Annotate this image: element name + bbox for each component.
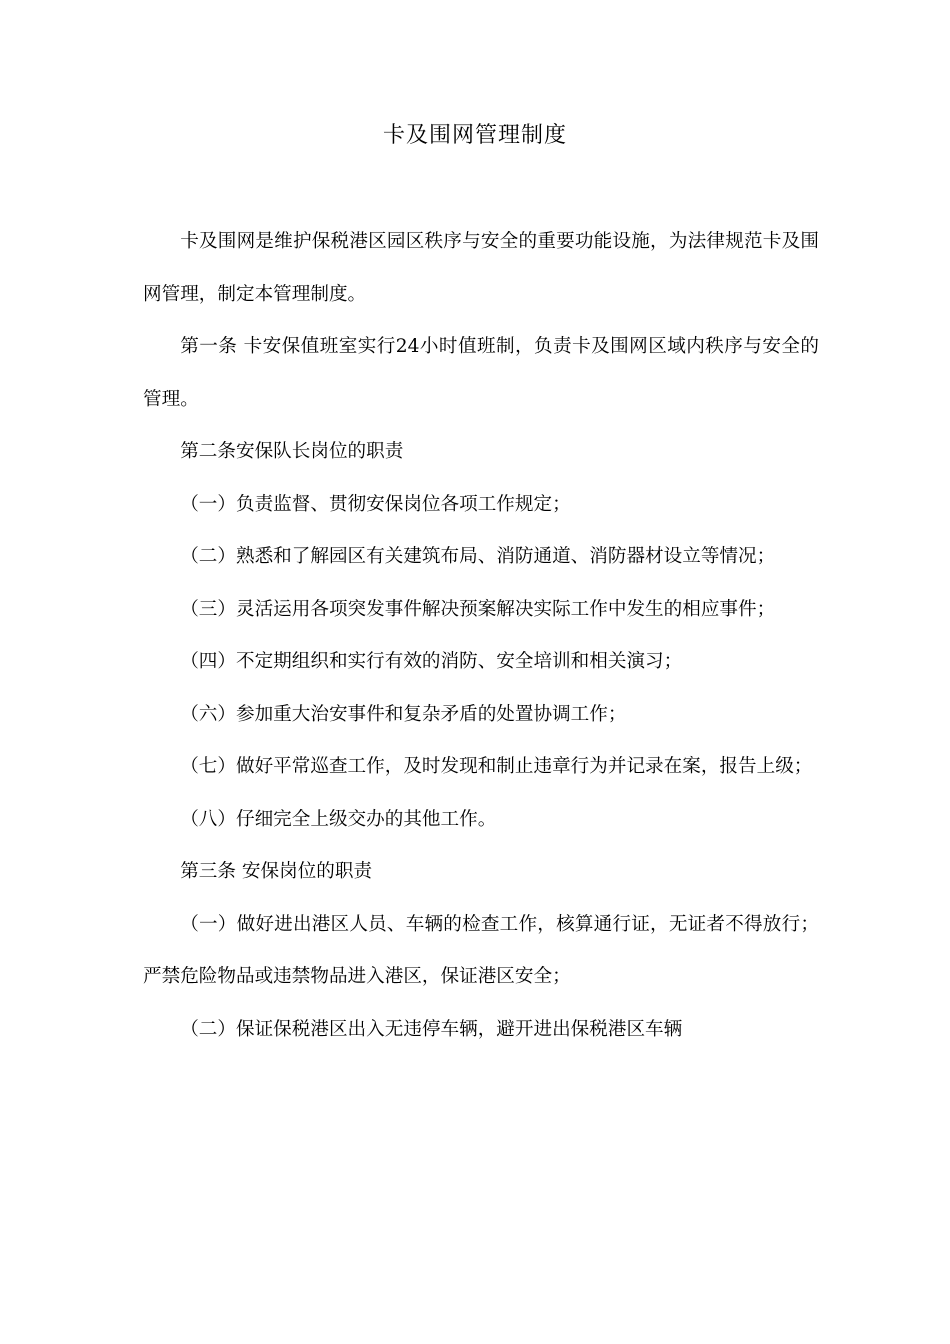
paragraph-article-2-item: （六）参加重大治安事件和复杂矛盾的处置协调工作； bbox=[180, 703, 627, 725]
paragraph-intro: 卡及围网是维护保税港区园区秩序与安全的重要功能设施，为法律规范卡及围网管理，制定本管理制度。 bbox=[143, 231, 819, 305]
paragraph-article-2-item: （七）做好平常巡查工作，及时发现和制止违章行为并记录在案，报告上级； bbox=[180, 756, 813, 777]
paragraph-article-2-item: （一）负责监督、贯彻安保岗位各项工作规定； bbox=[180, 493, 571, 515]
paragraph-article-2-item: （八）仔细完全上级交办的其他工作。 bbox=[180, 808, 497, 830]
paragraph-article-3-item: （二）保证保税港区出入无违停车辆，避开进出保税港区车辆 bbox=[180, 1018, 683, 1040]
document-title: 卡及围网管理制度 bbox=[382, 123, 567, 148]
paragraph-article-2-heading: 第二条安保队长岗位的职责 bbox=[180, 441, 404, 462]
paragraph-article-1: 第一条 卡安保值班室实行24小时值班制，负责卡及围网区域内秩序与安全的管理。 bbox=[143, 336, 819, 410]
paragraph-article-2-item: （四）不定期组织和实行有效的消防、安全培训和相关演习； bbox=[180, 651, 683, 672]
paragraph-article-2-item: （三）灵活运用各项突发事件解决预案解决实际工作中发生的相应事件； bbox=[180, 598, 776, 620]
paragraph-article-3-item: （一）做好进出港区人员、车辆的检查工作，核算通行证，无证者不得放行；严禁危险物品或违禁物品进入港区，保证港区安全； bbox=[143, 913, 819, 987]
document-body bbox=[143, 216, 819, 1056]
paragraph-article-2-item: （二）熟悉和了解园区有关建筑布局、消防通道、消防器材设立等情况； bbox=[180, 546, 776, 567]
paragraph-article-3-heading: 第三条 安保岗位的职责 bbox=[180, 861, 373, 882]
